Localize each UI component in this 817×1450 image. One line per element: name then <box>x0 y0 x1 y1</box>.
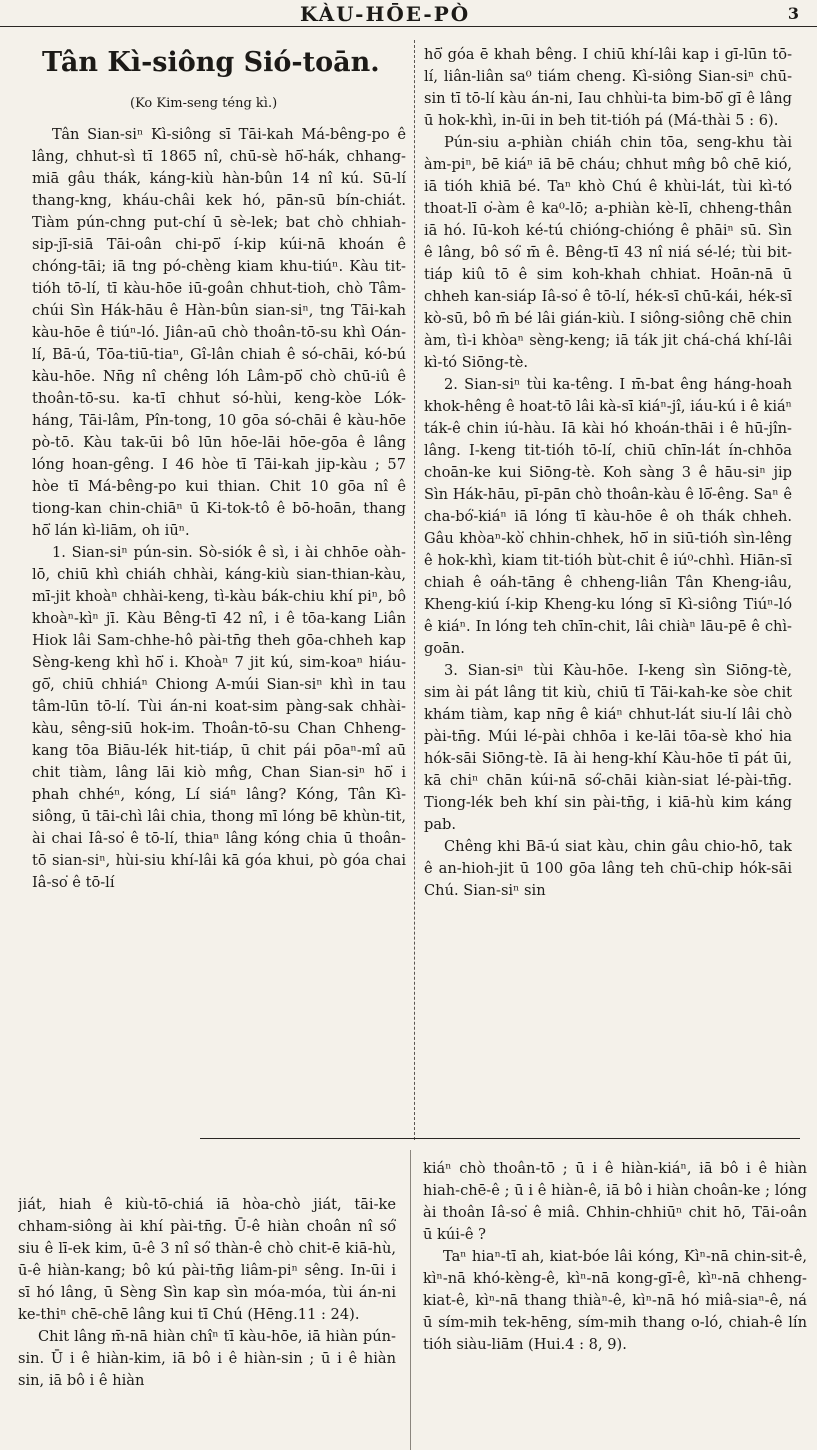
article-title: Tân Kì-siông Sió-toān. <box>42 47 380 78</box>
paragraph: jiát, hiah ê kiù-tō-chiá iā hòa-chò jiát, tāi-ke chham-siông ài khí pài-tn̄g. Ū-ê hiàn choân nî só͘ siu ê lī-ek kim, ū-ê 3 nî só͘ thàn-ê chò chit-ē kiā-hù, ū-ê hiàn-kang; bô kú pài-tn̄g liâm-piⁿ sêng. In-ūi i sī hó lâng, ū Sèng Sìn kap sìn móa-móa, tùi án-ni ke-thiⁿ chē-chē lâng kui tī Chú (Hēng.11 : 24). <box>18 1196 396 1323</box>
paragraph: hō͘ góa ē khah bêng. I chiū khí-lâi kap i gī-lūn tō-lí, liân-liân sa⁰ tiám cheng. Kì-siông Sian-siⁿ chū-sin tī tō-lí kàu án-ni, Iau chhùi-ta bim-bō͘ gī ê lâng ū hok-khì, in-ūi in beh tit-tióh pá (Má-thài 5 : 6). <box>424 46 792 129</box>
paragraph: Chit lâng m̄-nā hiàn chîⁿ tī kàu-hōe, iā hiàn pún-sin. Ū i ê hiàn-kim, iā bô i ê hiàn-sin ; ū i ê hiàn sin, iā bô i ê hiàn <box>18 1328 396 1389</box>
paragraph: kiáⁿ chò thoân-tō ; ū i ê hiàn-kiáⁿ, iā bô i ê hiàn hiah-chē-ê ; ū i ê hiàn-ê, iā bô i hiàn choân-ke ; lóng ài thoân Iâ-so͘ ê miâ. Chhin-chhiūⁿ chit hō, Tāi-oân ū kúi-ê ? <box>423 1160 807 1243</box>
paragraph: Tân Sian-siⁿ Kì-siông sī Tāi-kah Má-bêng-po ê lâng, chhut-sì tī 1865 nî, chū-sè hō͘-hák, chhang-miā gâu thák, káng-kiù hàn-bûn 14 nî kú. Sū-lí thang-kng, kháu-châi kek hó, pān-sū bín-chiát. Tiàm pún-chng put-chí ū sè-lek; bat chò chhiah-sip-jī-siā Tāi-oân chi-pō͘ í-kip kúi-nā khoán ê chóng-tāi; iā tng pó-chèng kiam khu-tiúⁿ. Kàu tit-tióh tō-lí, tī kàu-hōe iū-goân chhut-tioh, chò Tâm-chúi Sìn Hák-hāu ê Hàn-bûn sian-siⁿ, tng Tāi-kah kàu-hōe ê tiúⁿ-ló. Jiân-aū chò thoân-tō-su khì Oán-lí, Bā-ú, Tōa-tiū-tiaⁿ, Gî-lân chiah ê só-chāi, kó-bú kàu-hōe. Nn̄g nî chêng lóh Lâm-pō͘ chò chū-iû ê thoân-tō-su. ka-tī chhut só-hùi, keng-kòe Lók-háng, Tāi-lâm, Pîn-tong, 10 gōa só-chāi ê kàu-hōe pò-tō. Kàu tak-ūi bô lūn hōe-lāi hōe-gōa ê lâng lóng hoan-gêng. I 46 hòe tī Tāi-kah jip-kàu ; 57 hòe tī Má-bêng-po kui thian. Chit 10 gōa nî ê tiong-kan chin-chiāⁿ ū Ki-tok-tô ê bō-hoān, thang hō͘ lán kì-liām, oh iūⁿ. <box>32 126 406 539</box>
section-divider <box>200 1138 800 1139</box>
left-column-bottom <box>18 1194 396 1444</box>
paragraph: 3. Sian-siⁿ tùi Kàu-hōe. I-keng sìn Siōng-tè, sim ài pát lâng tit kiù, chiū tī Tāi-kah-ke sòe chit khám tiàm, kap nn̄g ê kiáⁿ chhut-lát siu-lí lâi chò pài-tn̄g. Múi lé-pài chhōa i ke-lāi tōa-sè kho͘ hia hók-sāi Siōng-tè. Iā ài heng-khí Kàu-hōe tī pát ūi, kā chiⁿ chān kúi-nā só͘-chāi kiàn-siat lé-pài-tn̄g. Tiong-lék beh khí sin pài-tn̄g, i kiā-hù kim káng pab. <box>424 662 792 833</box>
paragraph: 1. Sian-siⁿ pún-sin. Sò-siók ê sì, i ài chhōe oàh-lō, chiū khì chiáh chhài, káng-kiù sian-thian-kàu, mī-jit khoàⁿ chhài-keng, tì-kàu bák-chiu khí piⁿ, bô khoàⁿ-kìⁿ jī. Kàu Bêng-tī 42 nî, i ê tōa-kang Liân Hiok lâi Sam-chhe-hô pài-tn̄g theh gōa-chheh kap Sèng-keng khì hō͘ i. Khoàⁿ 7 jit kú, sim-koaⁿ hiáu-gō͘, chiū chhiáⁿ Chiong A-múi Sian-siⁿ khì in tau tâm-lūn tō-lí. Tùi án-ni koat-sim pàng-sak chhài-kàu, sêng-siū hok-im. Thoân-tō-su Chan Chheng-kang tōa Biāu-lék hit-tiáp, ū chit pái pōaⁿ-mî aū chit tiàm, lâng lāi kiò mn̂g, Chan Sian-siⁿ hō͘ i phah chhéⁿ, kóng, Lí siáⁿ lâng? Kóng, Tân Kì-siông, ū tāi-chì lâi chia, thong mī lóng bē khùn-tit, ài chai Iâ-so͘ ê tō-lí, thiaⁿ lâng kóng chia ū thoân-tō sian-siⁿ, hùi-siu khí-lâi kā góa khui, pò góa chai Iâ-so͘ ê tō-lí <box>32 544 406 891</box>
column-divider <box>414 40 415 1140</box>
paragraph: 2. Sian-siⁿ tùi ka-têng. I m̄-bat êng háng-hoah khok-hêng ê hoat-tō lâi kà-sī kiáⁿ-jî, iáu-kú i ê kiáⁿ ták-ê chin iú-hàu. Iā kài hó khoán-thāi i ê hū-jîn-lâng. I-keng tit-tióh tō-lí, chiū chīn-lát ín-chhōa choān-ke kui Siōng-tè. Koh sàng 3 ê hāu-siⁿ jip Sìn Hák-hāu, pī-pān chò thoân-kàu ê lō͘-êng. Saⁿ ê cha-bó͘-kiáⁿ iā lóng tī kàu-hōe ê oh thák chheh. Gâu khòaⁿ-kò͘ chhin-chhek, hō͘ in siū-tióh sìn-lêng ê hok-khì, kiam tit-tióh bùt-chit ê iú⁰-chhì. Hiān-sī chiah ê oáh-tāng ê chheng-liân Tân Kheng-iâu, Kheng-kiú í-kip Kheng-ku lóng sī Kì-siông Tiúⁿ-ló ê kiáⁿ. In lóng teh chīn-chit, lâi chiàⁿ lāu-pē ê chì-goān. <box>424 376 792 657</box>
paragraph: Taⁿ hiaⁿ-tī ah, kiat-bóe lâi kóng, Kìⁿ-nā chin-sit-ê, kìⁿ-nā khó-kèng-ê, kìⁿ-nā kong-gī-ê, kìⁿ-nā chheng-kiat-ê, kìⁿ-nā thang thiàⁿ-ê, kìⁿ-nā hó miâ-siaⁿ-ê, ná ū sím-mih tek-hēng, sím-mih thang o-ló, chiah-ê lín tióh siàu-liām (Hui.4 : 8, 9). <box>423 1248 807 1353</box>
paragraph: Pún-siu a-phiàn chiáh chin tōa, seng-khu tài àm-piⁿ, bē kiáⁿ iā bē cháu; chhut mn̂g bô chē kió, iā tióh khiā bé. Taⁿ khò Chú ê khùi-lát, tùi kì-tó thoat-lī o͘-àm ê ka⁰-lō; a-phiàn kè-lī, chheng-thân iā hó. Iū-koh ké-tú chióng-chióng ê phāiⁿ sū. Sìn ê lâng, bô só͘ m̄ ê. Bêng-tī 43 nî niá sé-lé; tùi bit-tiáp kiû tō ê sim koh-khah chhiat. Hoān-nā ū chheh kan-siáp Iâ-so͘ ê tō-lí, hék-sī chū-kái, hék-sī kò-sū, bô m̄ bé lâi gián-kiù. I siông-siông chē chin àm, tì-i khòaⁿ sèng-keng; iā ták jit chá-chá khí-lâi kì-tó Siōng-tè. <box>424 134 792 371</box>
page-header <box>0 0 817 27</box>
article-byline: (Ko Kim-seng téng kì.) <box>130 96 278 111</box>
right-column-top <box>424 44 792 1130</box>
newspaper-title: KÀU-HŌE-PÒ <box>300 2 471 26</box>
right-column-bottom <box>423 1158 807 1444</box>
paragraph: Chêng khi Bā-ú siat kàu, chin gâu chio-hō, tak ê an-hioh-jit ū 100 gōa lâng teh chū-chip hók-sāi Chú. Sian-siⁿ sin <box>424 838 792 899</box>
bottom-column-divider <box>410 1150 411 1450</box>
page-number: 3 <box>787 4 799 23</box>
left-column-top <box>32 124 406 1128</box>
